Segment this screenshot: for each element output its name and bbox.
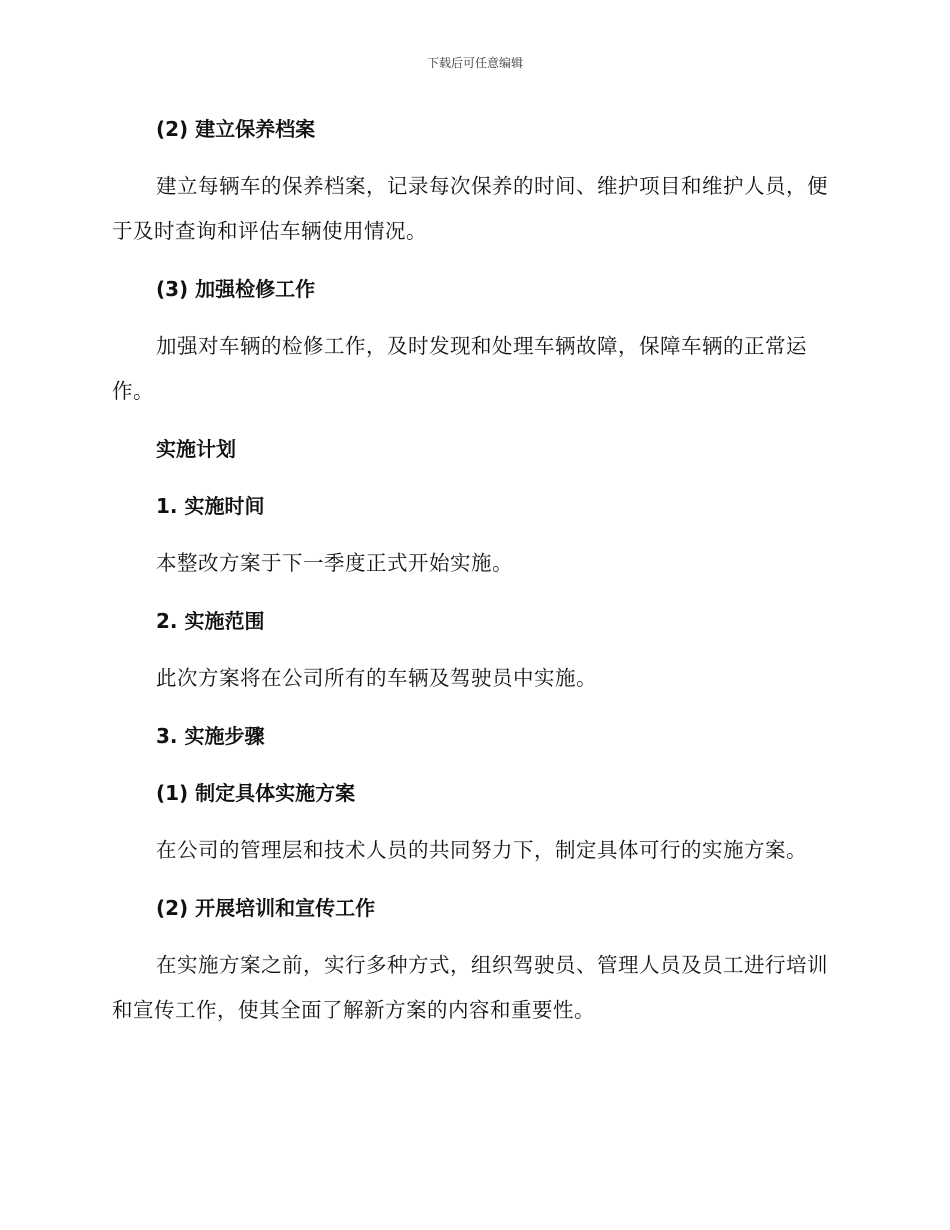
document-body xyxy=(112,107,837,1046)
paragraph-implementation-time: 本整改方案于下一季度正式开始实施。 xyxy=(156,551,513,575)
section-heading-implementation-plan: 实施计划 xyxy=(156,437,236,461)
paragraph-inspection: 加强对车辆的检修工作，及时发现和处理车辆故障，保障车辆的正常运作。 xyxy=(112,334,807,403)
section-heading-training: (2) 开展培训和宣传工作 xyxy=(156,896,376,920)
page-header-note: 下载后可任意编辑 xyxy=(426,56,523,70)
paragraph-specific-plan: 在公司的管理层和技术人员的共同努力下，制定具体可行的实施方案。 xyxy=(156,838,807,862)
paragraph-maintenance-records: 建立每辆车的保养档案，记录每次保养的时间、维护项目和维护人员，便于及时查询和评估车辆使用情况。 xyxy=(112,174,828,243)
paragraph-training: 在实施方案之前，实行多种方式，组织驾驶员、管理人员及员工进行培训和宣传工作，使其全面了解新方案的内容和重要性。 xyxy=(112,953,828,1022)
section-heading-maintenance-records: (2) 建立保养档案 xyxy=(156,117,316,141)
section-heading-implementation-steps: 3. 实施步骤 xyxy=(156,724,265,748)
section-heading-implementation-scope: 2. 实施范围 xyxy=(156,609,265,633)
paragraph-implementation-scope: 此次方案将在公司所有的车辆及驾驶员中实施。 xyxy=(156,666,597,690)
section-heading-inspection: (3) 加强检修工作 xyxy=(156,277,316,301)
section-heading-specific-plan: (1) 制定具体实施方案 xyxy=(156,781,356,805)
section-heading-implementation-time: 1. 实施时间 xyxy=(156,494,265,518)
